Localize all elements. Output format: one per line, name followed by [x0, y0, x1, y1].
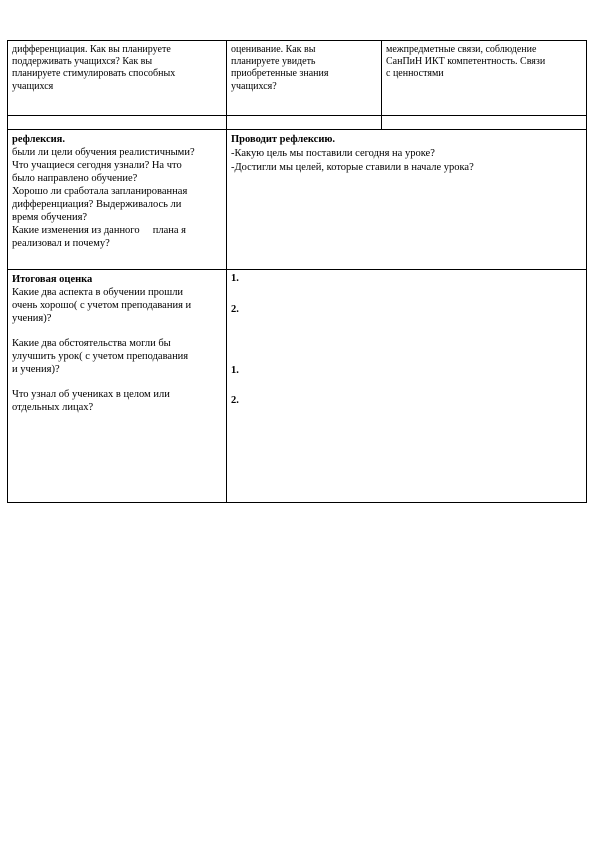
table-row-reflection	[8, 130, 586, 270]
reflection-activity-line: -Какую цель мы поставили сегодня на уроке?	[231, 148, 435, 159]
spacer	[12, 325, 222, 337]
summary-question-line: Какие два обстоятельства могли бы	[12, 338, 171, 349]
cell-text-line: межпредметные связи, соблюдение	[386, 44, 537, 55]
table-row-summary	[8, 270, 586, 502]
answer-number: 1.	[231, 273, 239, 284]
reflection-activity-heading: Проводит рефлексию.	[231, 134, 336, 145]
spacer	[12, 376, 222, 388]
differentiation-cell	[8, 41, 227, 115]
cell-text-line: приобретенные знания	[231, 68, 329, 80]
reflection-line: Хорошо ли сработала запланированная	[12, 186, 188, 197]
cell-text-line: учащихся?	[231, 80, 277, 92]
summary-question-line: и учения)?	[12, 364, 60, 375]
reflection-line: дифференциация? Выдерживалось ли	[12, 199, 182, 210]
reflection-line: Какие изменения из данного плана я	[12, 225, 186, 236]
answer-number: 1.	[231, 365, 239, 376]
reflection-activity-line: -Достигли мы целей, которые ставили в начале урока?	[231, 162, 474, 173]
reflection-line: Что учащиеся сегодня узнали? На что	[12, 160, 182, 171]
cell-text-line: дифференциация. Как вы планируете	[12, 44, 171, 55]
summary-question-line: Что узнал об учениках в целом или	[12, 389, 170, 400]
answer-number: 2.	[231, 304, 239, 315]
answer-number: 2.	[231, 395, 239, 406]
cell-text-line: оценивание. Как вы	[231, 44, 316, 55]
reflection-line: время обучения?	[12, 212, 88, 223]
cross-curricular-cell	[382, 41, 586, 115]
reflection-line: было направлено обучение?	[12, 173, 138, 184]
empty-cell	[227, 116, 382, 129]
summary-question-line: учения)?	[12, 313, 52, 324]
lesson-plan-table	[7, 40, 587, 503]
summary-question-line: отдельных лицах?	[12, 402, 94, 413]
reflection-line: были ли цели обучения реалистичными?	[12, 147, 195, 158]
summary-questions-cell	[8, 270, 227, 502]
assessment-cell	[227, 41, 382, 115]
cell-text-line: поддерживать учащихся? Как вы	[12, 56, 153, 68]
reflection-heading: рефлексия.	[12, 134, 65, 145]
empty-cell	[382, 116, 586, 129]
reflection-activity-cell	[227, 130, 586, 269]
summary-question-line: Какие два аспекта в обучении прошли	[12, 287, 184, 298]
cell-text-line: учащихся	[12, 80, 54, 92]
summary-heading: Итоговая оценка	[12, 274, 93, 285]
empty-cell	[8, 116, 227, 129]
reflection-questions-cell	[8, 130, 227, 269]
cell-text-line: СанПиН ИКТ компетентность. Связи	[386, 56, 546, 68]
cell-text-line: с ценностями	[386, 68, 444, 80]
summary-question-line: очень хорошо( с учетом преподавания и	[12, 300, 192, 311]
summary-answers-cell	[227, 270, 586, 502]
table-row-empty	[8, 116, 586, 130]
table-row	[8, 41, 586, 116]
summary-question-line: улучшить урок( с учетом преподавания	[12, 351, 189, 362]
cell-text-line: планируете стимулировать способных	[12, 68, 176, 80]
reflection-line: реализовал и почему?	[12, 238, 110, 249]
cell-text-line: планируете увидеть	[231, 56, 316, 68]
